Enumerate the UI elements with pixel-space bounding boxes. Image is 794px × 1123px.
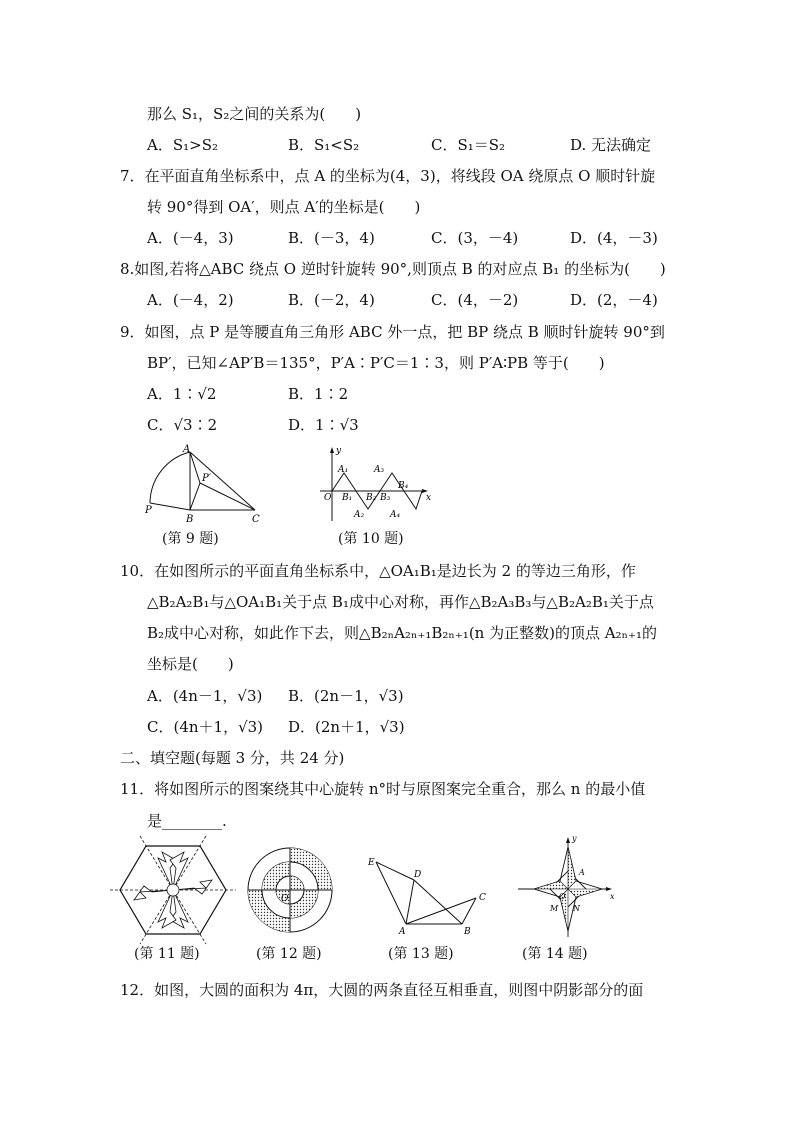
fig9-line-bp2	[190, 483, 200, 510]
q7-option-c: C．(3，－4)	[431, 229, 519, 247]
q10-line4: 坐标是( )	[147, 655, 234, 673]
q6-option-b: B．S₁<S₂	[288, 136, 360, 154]
fig9-arc	[150, 452, 190, 503]
figure-12	[245, 845, 335, 935]
q6-option-c: C．S₁＝S₂	[431, 136, 506, 154]
fig10-label-x: x	[426, 493, 432, 503]
figure-14	[516, 833, 626, 941]
figure-13	[366, 852, 496, 937]
q11-line2: 是________.	[147, 812, 227, 830]
fig13-line-ea	[376, 862, 406, 924]
q10-line3: B₂成中心对称，如此作下去，则△B₂ₙA₂ₙ₊₁B₂ₙ₊₁(n 为正整数)的顶点 A₂ₙ₊₁的	[147, 624, 657, 642]
q8-line1: 8.如图,若将△ABC 绕点 O 逆时针旋转 90°,则顶点 B 的对应点 B₁ 的坐标为( )	[120, 260, 666, 278]
figure-11	[118, 838, 228, 943]
fig10-label-a1: A₁	[338, 465, 349, 475]
fig10-label-o: O	[324, 493, 332, 503]
fig9-line-bp	[150, 503, 190, 510]
fig10-label-b1: B₁	[342, 493, 353, 503]
fig13-caption: (第 13 题)	[388, 946, 454, 962]
q7-line2: 转 90°得到 OA′，则点 A′的坐标是( )	[147, 198, 421, 216]
fig9-label-c: C	[252, 514, 260, 525]
fig10-label-y-text: y	[336, 446, 342, 456]
fig10-label-a3: A₃	[374, 465, 385, 475]
fig14-x-arrow	[606, 887, 612, 891]
figure-10	[312, 443, 442, 528]
q9-option-a: A．1∶√2	[147, 385, 217, 403]
fig13-label-e: E	[368, 858, 375, 868]
q6-option-a: A．S₁>S₂	[147, 136, 218, 154]
q9-option-d: D．1∶√3	[288, 416, 359, 434]
fig14-label-m: M	[550, 904, 559, 913]
fig9-label-a: A	[183, 444, 191, 455]
fig14-label-x: x	[610, 892, 615, 901]
q10-option-d: D．(2n＋1，√3)	[288, 718, 405, 736]
fig11-motifs	[134, 852, 212, 928]
fig10-label-a2: A₂	[354, 510, 365, 520]
fig10-label-b4: B₄	[398, 481, 409, 491]
fig9-label-p: P	[145, 505, 152, 516]
q10-option-a: A．(4n－1，√3)	[147, 687, 263, 705]
fig14-label-n: N	[573, 904, 580, 913]
fig14-label-o: O	[559, 892, 566, 901]
fig13-label-a: A	[399, 927, 406, 937]
fig13-label-d: D	[414, 870, 422, 880]
q10-option-c: C．(4n＋1，√3)	[147, 718, 264, 736]
q8-option-a: A．(－4，2)	[147, 291, 234, 309]
fig13-label-b: B	[464, 927, 471, 937]
fig12-caption: (第 12 题)	[256, 946, 322, 962]
q8-option-c: C．(4，－2)	[431, 291, 519, 309]
fig11-caption: (第 11 题)	[134, 946, 200, 962]
fig10-label-b2: B₂	[366, 493, 377, 503]
fig9-label-b: B	[186, 514, 194, 525]
fig9-line-ap-long	[150, 452, 190, 503]
q9-option-b: B．1∶2	[288, 385, 349, 403]
fig13-line-ac	[406, 898, 476, 924]
q7-option-d: D．(4，－3)	[570, 229, 658, 247]
fig14-label-y: y	[572, 834, 577, 843]
q10-line1: 10．在如图所示的平面直角坐标系中，△OA₁B₁是边长为 2 的等边三角形，作	[120, 562, 636, 580]
q10-line2: △B₂A₂B₁与△OA₁B₁关于点 B₁成中心对称，再作△B₂A₃B₃与△B₂A₂B₁关于点	[147, 593, 654, 611]
q7-option-b: B．(－3，4)	[288, 229, 375, 247]
fig11-center	[167, 884, 179, 896]
q7-line1: 7．在平面直角坐标系中，点 A 的坐标为(4，3)，将线段 OA 绕原点 O 顺时针旋	[120, 167, 656, 185]
fig13-label-c: C	[479, 893, 486, 903]
fig9-line-cp2	[200, 483, 255, 510]
q8-option-b: B．(－2，4)	[288, 291, 375, 309]
fig14-y-arrow	[566, 837, 570, 843]
fig14-label-a: A	[579, 868, 585, 877]
q7-option-a: A．(－4，3)	[147, 229, 234, 247]
figure-9	[145, 443, 270, 528]
q9-option-c: C．√3∶2	[147, 416, 218, 434]
q9-line2: BP′，已知∠AP′B＝135°，P′A∶P′C＝1∶3，则 P′A∶PB 等于( )	[147, 354, 605, 372]
fig12-label-o: O	[281, 894, 289, 904]
fig10-y-arrow	[330, 447, 334, 453]
q6-option-d: D. 无法确定	[570, 136, 652, 154]
q10-option-b: B．(2n－1，√3)	[288, 687, 404, 705]
section2-title: 二、填空题(每题 3 分，共 24 分)	[120, 749, 345, 767]
fig13-line-ed	[376, 862, 414, 880]
fig10-label-a4: A₄	[390, 510, 401, 520]
q8-option-d: D．(2，－4)	[570, 291, 658, 309]
fig10-label-b3: B₃	[380, 493, 391, 503]
fig9-label-p-prime: P′	[202, 473, 211, 484]
q12-line1: 12．如图，大圆的面积为 4π，大圆的两条直径互相垂直，则图中阴影部分的面	[120, 981, 644, 999]
fig14-caption: (第 14 题)	[522, 946, 588, 962]
fig9-caption: (第 9 题)	[162, 531, 219, 547]
q9-line1: 9．如图，点 P 是等腰直角三角形 ABC 外一点，把 BP 绕点 B 顺时针旋转 90°到	[120, 323, 665, 341]
fig13-line-db	[414, 880, 462, 924]
fig10-caption: (第 10 题)	[338, 531, 404, 547]
fig13-line-da	[406, 880, 414, 924]
q6-stem: 那么 S₁，S₂之间的关系为( )	[147, 105, 362, 123]
q11-line1: 11．将如图所示的图案绕其中心旋转 n°时与原图案完全重合，那么 n 的最小值	[120, 780, 646, 798]
